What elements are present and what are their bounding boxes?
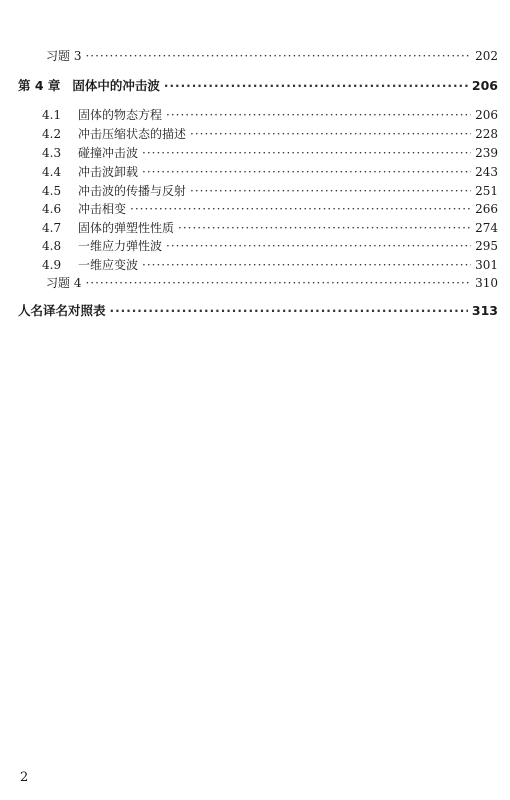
- toc-entry-exercise-4[interactable]: [46, 274, 498, 292]
- toc-entry-page: 228: [475, 127, 498, 141]
- section-title: 固体的弹塑性性质: [78, 221, 175, 235]
- toc-entry-page: 251: [475, 184, 498, 198]
- section-title: 冲击相变: [78, 202, 127, 216]
- section-number: 4.9: [42, 258, 62, 272]
- chapter-title: 固体中的冲击波: [72, 78, 160, 93]
- toc-entry-page: 239: [475, 146, 498, 160]
- section-title: 一维应力弹性波: [78, 239, 163, 253]
- toc-entry-page: 206: [475, 108, 498, 122]
- toc-entry-section-4-1[interactable]: [42, 106, 498, 124]
- toc-entry-exercise-3[interactable]: [46, 47, 498, 65]
- toc-entry-page: 295: [475, 239, 498, 253]
- toc-entry-page: 310: [475, 276, 498, 290]
- toc-leader-dots: [166, 106, 471, 124]
- toc-leader-dots: [166, 237, 471, 255]
- toc-entry-section-4-5[interactable]: [42, 182, 498, 200]
- section-title: 冲击波卸载: [78, 165, 139, 179]
- toc-leader-dots: [190, 125, 471, 143]
- toc-entry-page: 274: [475, 221, 498, 235]
- chapter-number: 第 4 章: [18, 78, 61, 93]
- toc-entry-page: 202: [475, 49, 498, 63]
- section-number: 4.2: [42, 127, 62, 141]
- section-number: 4.6: [42, 202, 62, 216]
- toc-leader-dots: [190, 182, 471, 200]
- toc-entry-section-4-8[interactable]: [42, 237, 498, 255]
- toc-leader-dots: [142, 163, 471, 181]
- toc-entry-section-4-4[interactable]: [42, 163, 498, 181]
- toc-entry-chapter-4[interactable]: [18, 77, 498, 95]
- section-title: 一维应变波: [78, 258, 139, 272]
- toc-entry-page: 301: [475, 258, 498, 272]
- page-number: 2: [20, 770, 29, 785]
- section-title: 固体的物态方程: [78, 108, 163, 122]
- toc-leader-dots: [85, 274, 471, 292]
- toc-leader-dots: [164, 77, 468, 95]
- section-number: 4.7: [42, 221, 62, 235]
- toc-entry-section-4-7[interactable]: [42, 219, 498, 237]
- toc-entry-page: 266: [475, 202, 498, 216]
- toc-leader-dots: [142, 256, 471, 274]
- section-number: 4.5: [42, 184, 62, 198]
- toc-entry-section-4-9[interactable]: [42, 256, 498, 274]
- toc-entry-title: 习题 4: [46, 276, 82, 290]
- toc-entry-section-4-3[interactable]: [42, 144, 498, 162]
- toc-entry-page: 243: [475, 165, 498, 179]
- appendix-title: 人名译名对照表: [18, 303, 106, 318]
- toc-entry-section-4-6[interactable]: [42, 200, 498, 218]
- section-number: 4.3: [42, 146, 62, 160]
- section-title: 冲击波的传播与反射: [78, 184, 187, 198]
- toc-leader-dots: [178, 219, 471, 237]
- toc-entry-section-4-2[interactable]: [42, 125, 498, 143]
- toc-entry-page: 206: [471, 78, 498, 93]
- section-number: 4.1: [42, 108, 62, 122]
- toc-entry-page: 313: [471, 303, 498, 318]
- section-number: 4.4: [42, 165, 62, 179]
- toc-leader-dots: [110, 302, 468, 320]
- section-title: 冲击压缩状态的描述: [78, 127, 187, 141]
- section-title: 碰撞冲击波: [78, 146, 139, 160]
- toc-leader-dots: [142, 144, 471, 162]
- section-number: 4.8: [42, 239, 62, 253]
- toc-leader-dots: [130, 200, 471, 218]
- toc-entry-name-index[interactable]: [18, 302, 498, 320]
- toc-entry-title: 习题 3: [46, 49, 82, 63]
- toc-leader-dots: [85, 47, 471, 65]
